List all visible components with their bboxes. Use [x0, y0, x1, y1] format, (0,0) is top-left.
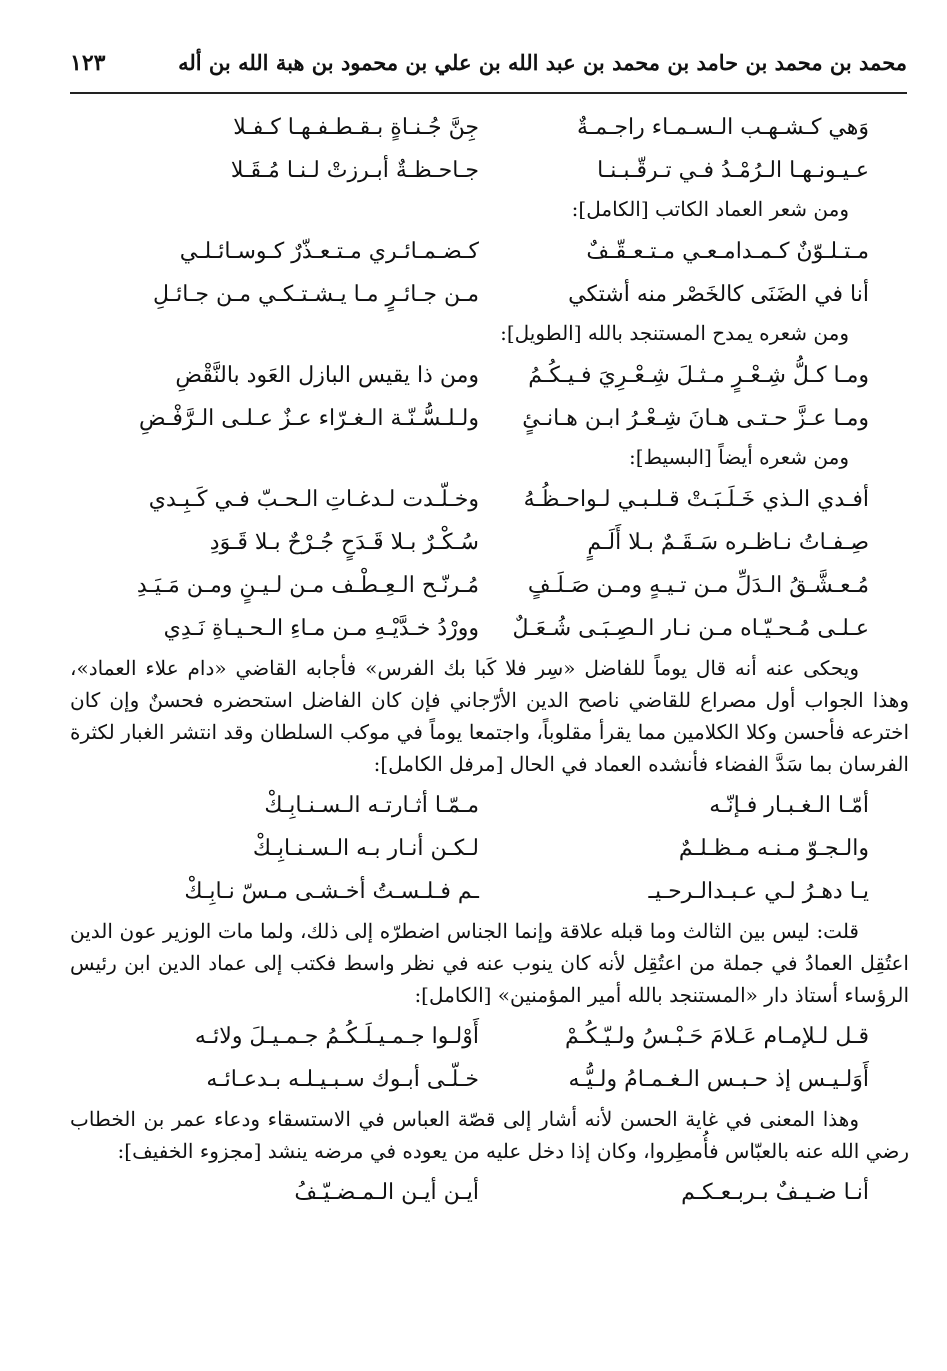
- prose-paragraph: وهذا المعنى في غاية الحسن لأنه أشار إلى قصّة العباس في الاستسقاء ودعاء عمر بن الخطاب رضي الله عنه بالعبّاس فأُمطِروا، وكان إذا دخل عليه من يعوده في مرضه ينشد [مجزوء الخفيف]:: [70, 1107, 909, 1163]
- verse-hemistich-first: صِـفـاتُ نـاظـره سَـقَـمٌ بـلا أَلَـمٍ: [587, 530, 869, 555]
- verse-hemistich-second: ـم فـلـسـتُ أخـشـى مـسّ نـابِـكْ: [184, 879, 479, 904]
- page-body: [70, 106, 909, 1214]
- verse-hemistich-first: ومـا عـزَّ حـتـى هـانَ شِـعْـرُ ابـن هـانـئٍ: [522, 406, 869, 431]
- verse-line: [70, 607, 909, 650]
- verse-line: [70, 478, 909, 521]
- verse-hemistich-second: جـاحـظـةٌ أبـرزتْ لـنـا مُـقَـلا: [230, 158, 479, 183]
- verse-hemistich-first: أنا في الضَنَى كالخَصْر منه أشتكي: [568, 282, 869, 307]
- poem-intro: ومن شعر العماد الكاتب [الكامل]:: [571, 197, 849, 221]
- verse-line: [70, 149, 909, 192]
- verse-hemistich-first: أمّـا الـغـبـار فـإنّـه: [709, 793, 869, 818]
- verse-line: [70, 870, 909, 913]
- verse-hemistich-first: أَوَلـيـس إذ حـبـس الـغـمـامُ ولـيُّـه: [568, 1067, 869, 1092]
- verse-hemistich-second: سُـكْـرٌ بـلا قَـدَحٍ جُـرْحٌ بـلا قَـوَدِ: [209, 530, 479, 555]
- verse-hemistich-first: مـتـلـوّنٌ كـمـدامـعـي مـتـعـقّـفٌ: [586, 239, 869, 264]
- verse-line: [70, 106, 909, 149]
- prose-paragraph: ويحكى عنه أنه قال يوماً للفاضل «سِر فلا كَبا بك الفرس» فأجابه القاضي «دام علاء العماد»، وهذا الجواب أول مصراع للقاضي ناصح الدين الأرّجاني فإن كان الفاضل استحضره فحسنٌ وإن كان اخترعه فأحسن وكلا الكلامين مما يقرأ مقلوباً، واجتمعا يوماً في موكب السلطان وقد انتشر الغبار لكثرة الفرسان بما سَدَّ الفضاء فأنشده العماد في الحال [مرفل الكامل]:: [70, 656, 909, 776]
- verse-hemistich-second: ولـلـسُّـنّـة الـغـرّاء عـزٌ عـلـى الـرَّفْـضِ: [138, 406, 479, 431]
- page-header: [70, 44, 907, 94]
- verse-line: [70, 521, 909, 564]
- verse-hemistich-first: ومـا كـلُّ شِـعْـرٍ مـثـلَ شِـعْـرِيَ فـيـكُـمُ: [528, 363, 869, 388]
- verse-line: [70, 397, 909, 440]
- verse-hemistich-second: مـن جـائـرٍ مـا يـشـتـكـي مـن جـائـلِ: [153, 282, 479, 307]
- verse-hemistich-second: لـكـن أنـار بـه الـسـنـابِـكْ: [252, 836, 479, 861]
- running-title: محمد بن محمد بن حامد بن محمد بن عبد الله بن علي بن محمود بن هبة الله بن أله: [178, 50, 907, 75]
- verse-hemistich-second: أيـن أيـن الـمـضـيّـفُ: [294, 1180, 479, 1205]
- verse-hemistich-first: أفـدي الـذي خَـلَـبَـتْ قـلـبـي لـواحـظُـهُ: [523, 487, 869, 512]
- verse-hemistich-first: عـيـونـهـا الـرُمْـدُ فـي تـرقّـبـنـا: [597, 158, 869, 183]
- verse-line: [70, 1015, 909, 1058]
- verse-hemistich-first: قـل لـلإمـام عَـلامَ حَـبْـسُ ولـيّـكُـمْ: [564, 1024, 869, 1049]
- verse-hemistich-second: جِنَّ جُـنـاةٍ بـقـطـفـهـا كـفـلا: [233, 115, 479, 140]
- verse-hemistich-first: عـلـى مُـحـيّـاه مـن نـار الـصِـبَـى شُـعَـلٌ: [512, 616, 869, 641]
- verse-hemistich-second: أَوْلـوا جـمـيـلَـكُـمُ جـمـيـلَ ولائـه: [194, 1024, 479, 1049]
- verse-hemistich-second: خـلّـى أبـوك سـبـيـلـه بـدعـائـه: [206, 1067, 479, 1092]
- verse-hemistich-first: أنـا ضـيـفٌ بـربـعـكـم: [681, 1180, 869, 1205]
- verse-hemistich-second: مـمّـا أثـارتـه الـسـنـابِـكْ: [264, 793, 479, 818]
- poem-intro: ومن شعره يمدح المستنجد بالله [الطويل]:: [500, 321, 849, 345]
- verse-hemistich-first: والـجـوّ مـنـه مـظـلـمٌ: [678, 836, 869, 861]
- verse-line: [70, 827, 909, 870]
- verse-hemistich-first: وَهي كـشـهـب الـسـمـاء راجـمـةٌ: [576, 115, 869, 140]
- verse-hemistich-second: وخـلّـدت لـدغـاتِ الـحـبّ فـي كَـبِـدي: [148, 487, 479, 512]
- verse-line: [70, 1058, 909, 1101]
- verse-hemistich-first: يـا دهـرُ لـي عـبـدالـرحـيـ: [648, 879, 869, 904]
- verse-line: [70, 564, 909, 607]
- verse-line: [70, 784, 909, 827]
- prose-paragraph: قلت: ليس بين الثالث وما قبله علاقة وإنما الجناس اضطرّه إلى ذلك، ولما مات الوزير عون الدين اعتُقِل العمادُ في جملة من اعتُقِل لأنه كان ينوب عنه في نظر واسط فكتب إلى عماد الدين ابن رئيس الرؤساء أستاذ دار «المستنجد بالله أمير المؤمنين» [الكامل]:: [70, 919, 909, 1007]
- verse-hemistich-second: مُـرنّـح الـعِـطْـف مـن لـيـنٍ ومـن مَـيَـدِ: [136, 573, 479, 598]
- verse-hemistich-first: مُـعـشَّـقُ الـدَلِّ مـن تـيـهٍ ومـن صَـلَـفٍ: [527, 573, 869, 598]
- verse-line: [70, 230, 909, 273]
- page-number: ١٢٣: [70, 50, 106, 76]
- verse-hemistich-second: ومن ذا يقيس البازل العَود بالنَّقْضِ: [175, 363, 479, 388]
- poem-intro: ومن شعره أيضاً [البسيط]:: [628, 445, 849, 469]
- verse-hemistich-second: وورْدُ خـدَّيْـهِ مـن مـاءِ الـحـيـاةِ نَـدِي: [163, 616, 479, 641]
- verse-line: [70, 273, 909, 316]
- verse-line: [70, 1171, 909, 1214]
- verse-hemistich-second: كـضـمـائـري مـتـعـذّرٌ كـوسـائـلـي: [179, 239, 479, 264]
- verse-line: [70, 354, 909, 397]
